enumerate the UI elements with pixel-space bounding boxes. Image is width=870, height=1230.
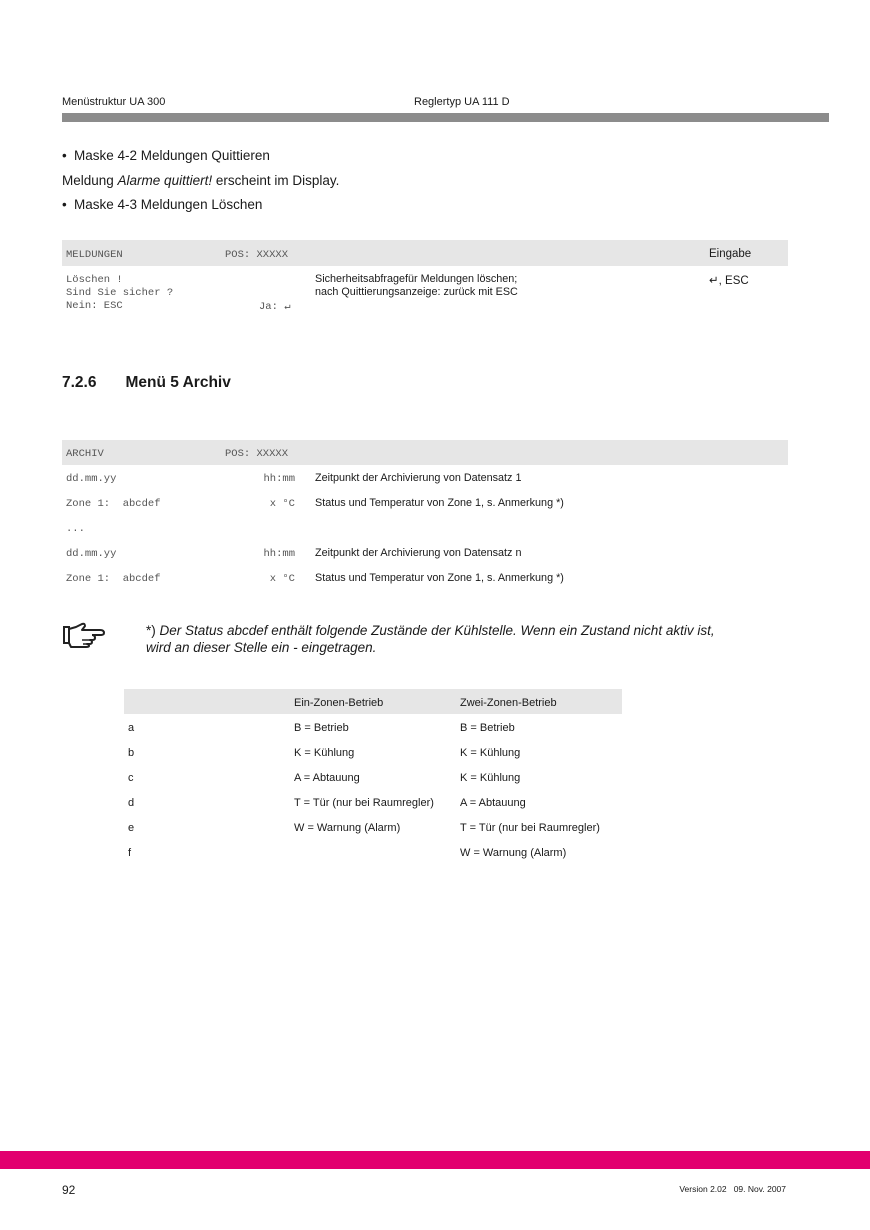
bullet-maske-4-3	[62, 197, 262, 212]
meldungen-input: ↵, ESC	[709, 275, 749, 287]
table-row	[124, 840, 622, 865]
display-line: Löschen !	[66, 274, 123, 286]
meldungen-description	[315, 273, 518, 299]
section-heading	[62, 374, 231, 392]
header-rule	[62, 113, 829, 122]
status-note	[146, 622, 796, 656]
status-rows	[124, 715, 622, 865]
status-cell: K = Kühlung	[460, 772, 521, 784]
meldungen-display	[66, 274, 173, 313]
meldungen-col4-head: Eingabe	[709, 248, 752, 260]
bullet-icon: •	[62, 148, 67, 163]
pointing-hand-icon	[62, 622, 106, 648]
archiv-cell: Zone 1: abcdef	[66, 573, 161, 585]
status-cell: a	[128, 722, 135, 734]
desc-line: Sicherheitsabfragefür Meldungen löschen;	[315, 273, 518, 285]
display-line: Nein: ESC	[66, 300, 123, 312]
status-cell: A = Abtauung	[294, 772, 360, 784]
note-line: Der Status abcdef enthält folgende Zustände der Kühlstelle. Wenn ein Zustand nicht aktiv ist,	[155, 623, 715, 638]
archiv-cell: Zeitpunkt der Archivierung von Datensatz n	[315, 547, 522, 559]
meldungen-col2-head: POS: XXXXX	[225, 249, 289, 261]
archiv-cell: Zone 1: abcdef	[66, 498, 161, 510]
archiv-cell: Status und Temperatur von Zone 1, s. Anmerkung *)	[315, 497, 564, 509]
desc-line: nach Quittierungsanzeige: zurück mit ESC	[315, 286, 518, 298]
status-cell: B = Betrieb	[294, 722, 349, 734]
footer-version: Version 2.02 09. Nov. 2007	[679, 1184, 786, 1194]
status-cell: e	[128, 822, 135, 834]
intro-line	[62, 173, 339, 188]
archiv-col2-head: POS: XXXXX	[225, 448, 289, 460]
archiv-cell: x °C	[269, 498, 295, 510]
intro-line-post: erscheint im Display.	[212, 173, 340, 188]
archiv-rows	[62, 466, 788, 591]
section-number: 7.2.6	[62, 374, 97, 391]
section-title: Menü 5 Archiv	[125, 374, 231, 391]
status-cell: B = Betrieb	[460, 722, 515, 734]
status-head-zwei: Zwei-Zonen-Betrieb	[460, 697, 557, 709]
intro-line-emphasis: Alarme quittiert!	[117, 173, 213, 188]
archiv-cell: dd.mm.yy	[66, 473, 117, 485]
archiv-cell: hh:mm	[263, 473, 295, 485]
archiv-cell: Status und Temperatur von Zone 1, s. Anmerkung *)	[315, 572, 564, 584]
bullet-text: Maske 4-2 Meldungen Quittieren	[74, 148, 270, 163]
archiv-cell: x °C	[269, 573, 295, 585]
status-cell: T = Tür (nur bei Raumregler)	[294, 797, 434, 809]
header-left: Menüstruktur UA 300	[62, 96, 166, 108]
status-cell: d	[128, 797, 135, 809]
bullet-text: Maske 4-3 Meldungen Löschen	[74, 197, 263, 212]
meldungen-table-header	[62, 240, 788, 266]
archiv-cell: dd.mm.yy	[66, 548, 117, 560]
table-row	[124, 790, 622, 815]
table-row	[62, 541, 788, 566]
note-line: wird an dieser Stelle ein - eingetragen.	[146, 640, 377, 655]
table-row	[124, 740, 622, 765]
table-row	[62, 491, 788, 516]
status-cell: b	[128, 747, 135, 759]
archiv-col1-head: ARCHIV	[66, 448, 104, 460]
status-cell: K = Kühlung	[294, 747, 355, 759]
table-row	[124, 765, 622, 790]
status-cell: K = Kühlung	[460, 747, 521, 759]
status-cell: c	[128, 772, 134, 784]
meldungen-confirm: Ja: ↵	[259, 301, 291, 313]
status-cell: W = Warnung (Alarm)	[460, 847, 567, 859]
bullet-maske-4-2	[62, 148, 270, 163]
table-row	[62, 516, 788, 541]
note-marker: *)	[146, 623, 156, 638]
table-row	[62, 566, 788, 591]
table-row	[62, 466, 788, 491]
archiv-cell: Zeitpunkt der Archivierung von Datensatz 1	[315, 472, 522, 484]
status-cell: f	[128, 847, 132, 859]
archiv-cell: hh:mm	[263, 548, 295, 560]
page-number: 92	[62, 1183, 76, 1197]
status-cell: W = Warnung (Alarm)	[294, 822, 401, 834]
display-line: Sind Sie sicher ?	[66, 287, 174, 299]
status-cell: T = Tür (nur bei Raumregler)	[460, 822, 600, 834]
header-center: Reglertyp UA 111 D	[414, 96, 510, 108]
bullet-icon: •	[62, 197, 67, 212]
intro-line-pre: Meldung	[62, 173, 118, 188]
status-cell: A = Abtauung	[460, 797, 526, 809]
meldungen-col1-head: MELDUNGEN	[66, 249, 123, 261]
archiv-table-header	[62, 440, 788, 465]
status-head-ein: Ein-Zonen-Betrieb	[294, 697, 384, 709]
archiv-cell: ...	[66, 523, 85, 535]
footer-bar	[0, 1151, 870, 1169]
table-row	[124, 815, 622, 840]
table-row	[124, 715, 622, 740]
